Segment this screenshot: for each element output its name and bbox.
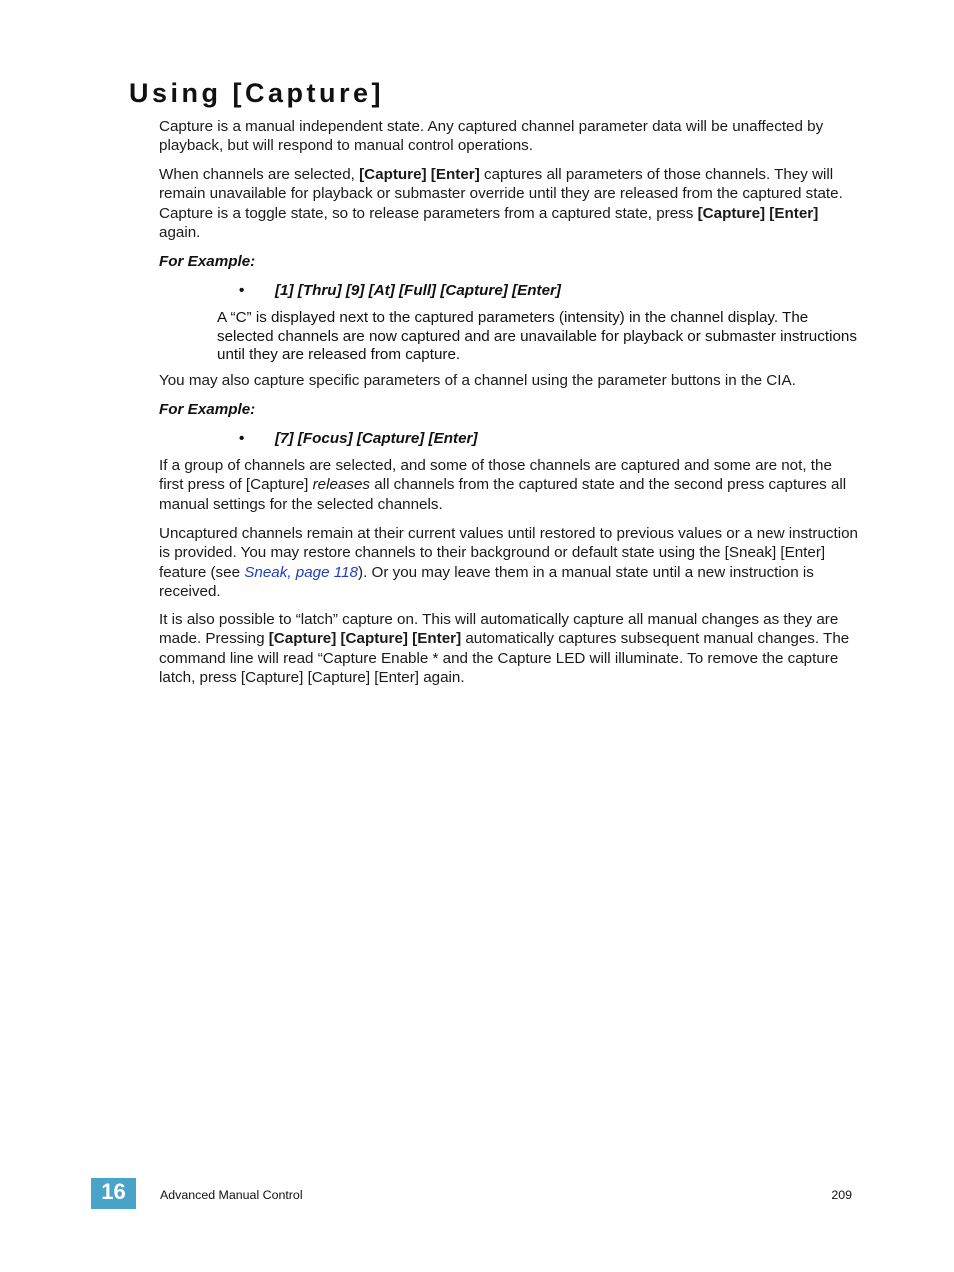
text-run: It is also possible to “latch” capture on. This will automatically capture all manual changes as they are made. Pressing	[159, 611, 839, 648]
command-text: [7] [Focus] [Capture] [Enter]	[275, 430, 478, 447]
page-number: 209	[831, 1188, 852, 1202]
paragraph-group-capture	[159, 456, 859, 514]
text-run: all channels from the captured state and the second press captures all manual settings for the selected channels.	[159, 476, 847, 513]
emphasis-text: releases	[312, 476, 371, 494]
paragraph-latch	[159, 610, 859, 688]
example-explanation: A “C” is displayed next to the captured parameters (intensity) in the channel display. The selected channels are now captured and are unavailable for playback or submaster instructions until they are released from capture.	[217, 309, 857, 364]
text-run: again.	[159, 224, 201, 242]
command-text: [1] [Thru] [9] [At] [Full] [Capture] [Enter]	[275, 282, 561, 299]
example-heading: For Example:	[159, 253, 256, 270]
bullet-icon: •	[239, 282, 245, 299]
sneak-link[interactable]: Sneak, page 118	[244, 563, 359, 581]
paragraph-capture-enter	[159, 165, 859, 243]
paragraph-text: You may also capture specific parameters of a channel using the parameter buttons in the CIA.	[159, 372, 796, 389]
example-heading: For Example:	[159, 401, 256, 418]
text-run: If a group of channels are selected, and some of those channels are captured and some are not, the first press of [Capture]	[159, 457, 832, 494]
text-run: When channels are selected,	[159, 166, 360, 183]
paragraph-uncaptured	[159, 524, 859, 602]
paragraph-text: Capture is a manual independent state. Any captured channel parameter data will be unaffected by playback, but will respond to manual control operations.	[159, 118, 824, 155]
text-run: automatically captures subsequent manual changes. The command line will read “Capture Enable * and the Capture LED will illuminate. To remove the capture latch, press [Capture] [Capture] [Enter] again.	[159, 630, 850, 687]
text-run: captures all parameters of those channels. They will remain unavailable for playback or submaster override until they are released from the captured state. Capture is a toggle state, so to release parameters from a captured state, press	[159, 166, 843, 222]
chapter-number-badge: 16	[91, 1178, 136, 1209]
example-command-1	[239, 282, 561, 299]
chapter-title: Advanced Manual Control	[160, 1188, 303, 1202]
text-run: Uncaptured channels remain at their current values until restored to previous values or a new instruction is provided. You may restore channels to their background or default state using the [Sneak] [Enter] feature (see	[159, 525, 858, 581]
command-text: [Capture] [Enter]	[697, 204, 819, 222]
example-command-2	[239, 430, 478, 447]
paragraph-intro	[159, 117, 859, 156]
bullet-icon: •	[239, 430, 245, 447]
text-run: ). Or you may leave them in a manual state until a new instruction is received.	[159, 563, 814, 601]
command-text: [Capture] [Enter]	[359, 166, 480, 183]
command-text: [Capture] [Capture] [Enter]	[268, 630, 462, 648]
paragraph-parameter-capture	[159, 371, 859, 390]
page-title: Using [Capture]	[129, 78, 384, 108]
